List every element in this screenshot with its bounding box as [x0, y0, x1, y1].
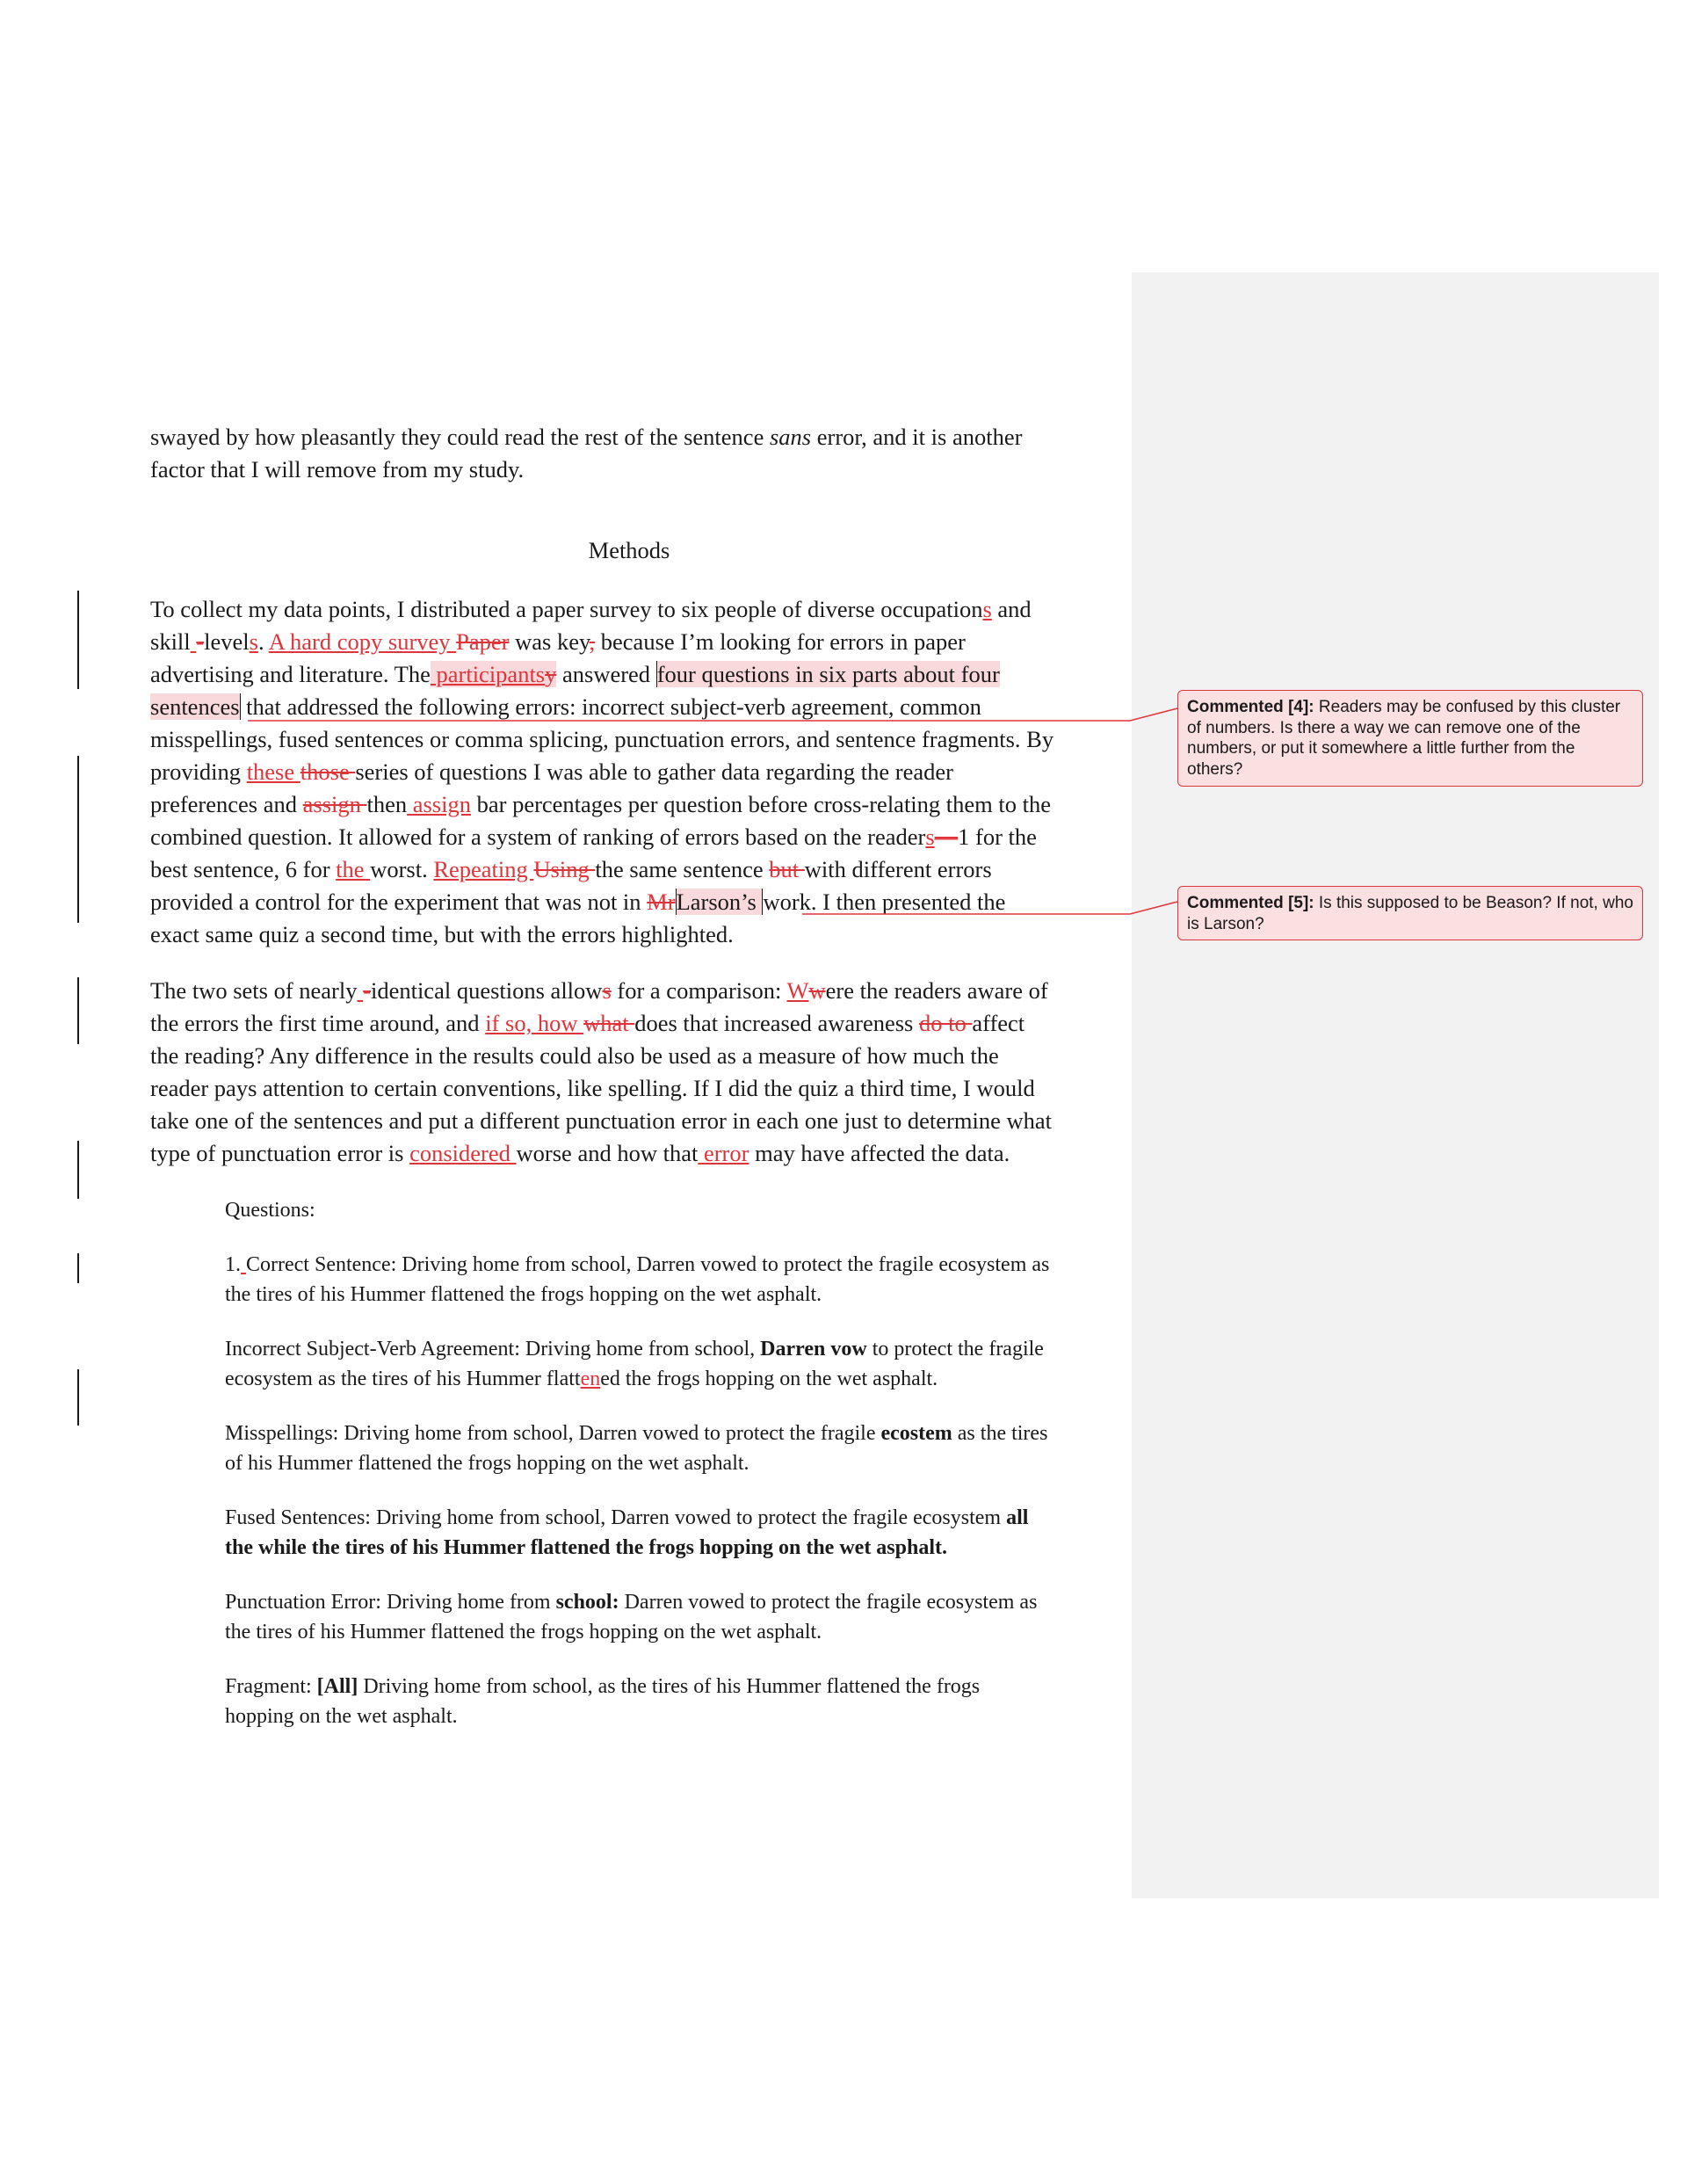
text-line: provided a control for the experiment that was not in MrLarson’s work. I then presented the [150, 889, 1006, 915]
comment-balloon-4[interactable]: Commented [4]: Readers may be confused by this cluster of numbers. Is there a way we can remove one of the numbers, or put it somewhere a little further from the others? [1177, 690, 1643, 787]
question-1-cont: the tires of his Hummer flattened the frogs hopping on the wet asphalt. [225, 1283, 822, 1306]
change-bar [77, 756, 79, 923]
text-line: the errors the first time around, and if so, how what does that increased awareness do to affect [150, 1010, 1025, 1036]
text-line: the reading? Any difference in the results could also be used as a measure of how much the [150, 1042, 999, 1069]
question-3: Misspellings: Driving home from school, Darren vowed to protect the fragile ecostem as the tires [225, 1422, 1048, 1445]
comment-anchor-4[interactable]: four questions in six parts about four [656, 661, 1000, 687]
question-6: Fragment: [All] Driving home from school, as the tires of his Hummer flattened the frogs [225, 1675, 981, 1698]
text-line: combined question. It allowed for a system of ranking of errors based on the readers—1 for the [150, 824, 1037, 850]
intro-line: swayed by how pleasantly they could read the rest of the sentence sans error, and it is another [150, 424, 1023, 450]
text-line: skill -levels. A hard copy survey Paper was key, because I’m looking for errors in paper [150, 628, 966, 655]
question-5: Punctuation Error: Driving home from school: Darren vowed to protect the fragile ecosystem as [225, 1591, 1038, 1614]
text-line: preferences and assign then assign bar percentages per question before cross-relating them to the [150, 791, 1052, 817]
comment-anchor-4-end[interactable]: sentences [150, 693, 240, 720]
change-bar [77, 1369, 79, 1426]
question-2-cont: ecosystem as the tires of his Hummer flattened the frogs hopping on the wet asphalt. [225, 1368, 938, 1390]
text-line: To collect my data points, I distributed a paper survey to six people of diverse occupations and [150, 596, 1032, 622]
text-line: best sentence, 6 for the worst. Repeating Using the same sentence but with different errors [150, 856, 992, 882]
question-6-cont: hopping on the wet asphalt. [225, 1705, 458, 1728]
text-line: misspellings, fused sentences or comma splicing, punctuation errors, and sentence fragments. By [150, 726, 1054, 752]
section-heading: Methods [588, 537, 670, 563]
comment-pane [1132, 272, 1659, 1898]
text-line: advertising and literature. The participantsy answered four questions in six parts about four [150, 661, 1000, 687]
question-4: Fused Sentences: Driving home from school, Darren vowed to protect the fragile ecosystem all [225, 1506, 1029, 1529]
text-line: reader pays attention to certain conventions, like spelling. If I did the quiz a third time, I would [150, 1075, 1035, 1101]
question-5-cont: the tires of his Hummer flattened the frogs hopping on the wet asphalt. [225, 1621, 822, 1643]
question-4-cont: the while the tires of his Hummer flattened the frogs hopping on the wet asphalt. [225, 1536, 947, 1559]
text-line: take one of the sentences and put a different punctuation error in each one just to determine what [150, 1107, 1053, 1134]
change-bar [77, 977, 79, 1044]
change-bar [77, 591, 79, 689]
text-line: sentences that addressed the following errors: incorrect subject-verb agreement, common [150, 693, 981, 720]
question-3-cont: of his Hummer flattened the frogs hopping on the wet asphalt. [225, 1452, 749, 1475]
text-line: The two sets of nearly -identical questions allows for a comparison: Wwere the readers aware of [150, 977, 1048, 1004]
comment-anchor-5[interactable]: Larson’s [676, 889, 763, 915]
change-bar [77, 1141, 79, 1199]
text-line: exact same quiz a second time, but with the errors highlighted. [150, 921, 734, 947]
question-1: 1. Correct Sentence: Driving home from school, Darren vowed to protect the fragile ecosystem as [225, 1253, 1050, 1276]
change-bar [77, 1253, 79, 1283]
intro-line: factor that I will remove from my study. [150, 456, 525, 483]
comment-balloon-5[interactable]: Commented [5]: Is this supposed to be Beason? If not, who is Larson? [1177, 886, 1643, 940]
questions-label: Questions: [225, 1199, 315, 1222]
question-2: Incorrect Subject-Verb Agreement: Driving home from school, Darren vow to protect the fragile [225, 1338, 1044, 1360]
text-line: type of punctuation error is considered worse and how that error may have affected the data. [150, 1140, 1010, 1166]
text-line: providing these those series of questions I was able to gather data regarding the reader [150, 758, 953, 785]
